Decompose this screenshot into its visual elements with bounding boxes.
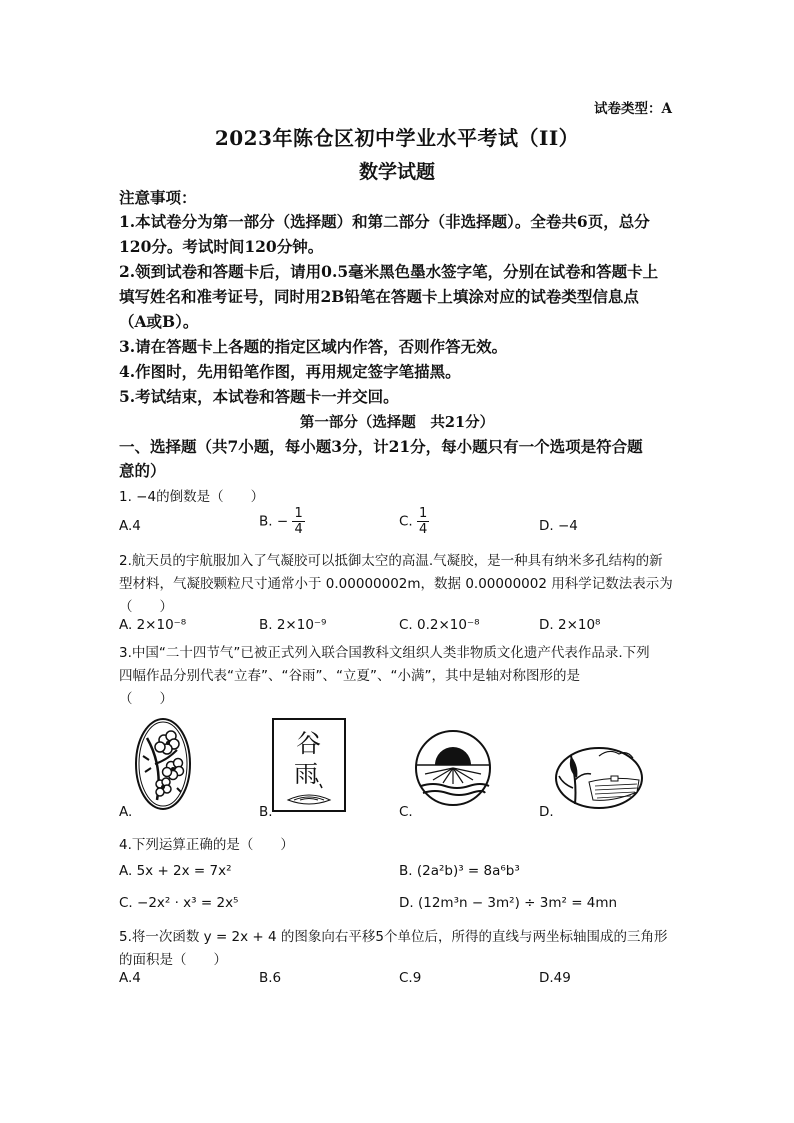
fraction bbox=[292, 506, 304, 537]
option-c-prefix: C. bbox=[399, 513, 413, 530]
question-stem: （ ） bbox=[119, 691, 173, 707]
fraction-denominator: 4 bbox=[419, 522, 428, 537]
part-title: 第一部分（选择题 共21分） bbox=[299, 414, 495, 431]
option-d: D. 2×10⁸ bbox=[539, 617, 601, 633]
guyu-text-bottom: 雨 bbox=[294, 760, 318, 788]
notes-heading: 注意事项： bbox=[119, 188, 197, 207]
option-b: B. 2×10⁻⁹ bbox=[259, 617, 327, 633]
note-line: 填写姓名和准考证号，同时用2B铅笔在答题卡上填涂对应的试卷类型信息点 bbox=[119, 287, 639, 306]
guyu-text-top: 谷 bbox=[296, 729, 322, 758]
question-stem: 5.将一次函数 y = 2x + 4 的图象向右平移5个单位后，所得的直线与两坐标轴围成的三角形 bbox=[119, 929, 668, 945]
note-line: 3.请在答题卡上各题的指定区域内作答，否则作答无效。 bbox=[119, 337, 508, 356]
question-stem: 4.下列运算正确的是（ ） bbox=[119, 837, 294, 853]
note-line: 120分。考试时间120分钟。 bbox=[119, 237, 324, 256]
page-subtitle: 数学试题 bbox=[358, 161, 435, 183]
paper-type: 试卷类型：A bbox=[594, 101, 672, 117]
option-a: A.4 bbox=[119, 518, 141, 534]
fraction-denominator: 4 bbox=[294, 522, 303, 537]
option-b: B. bbox=[259, 804, 273, 820]
option-c bbox=[399, 506, 429, 537]
section-heading: 意的） bbox=[119, 461, 166, 480]
question-stem: （ ） bbox=[119, 599, 173, 615]
option-c: C.9 bbox=[399, 970, 422, 986]
question-stem: 2.航天员的宇航服加入了气凝胶可以抵御太空的高温.气凝胶，是一种具有纳米多孔结构的新 bbox=[119, 553, 663, 569]
note-line: 1.本试卷分为第一部分（选择题）和第二部分（非选择题）。全卷共6页，总分 bbox=[119, 212, 650, 231]
option-d: D.49 bbox=[539, 970, 571, 986]
option-c: C. bbox=[399, 804, 413, 820]
option-d: D. (12m³n − 3m²) ÷ 3m² = 4mn bbox=[399, 895, 618, 911]
note-line: 2.领到试卷和答题卡后，请用0.5毫米黑色墨水签字笔，分别在试卷和答题卡上 bbox=[119, 262, 659, 281]
note-line: 4.作图时，先用铅笔作图，再用规定签字笔描黑。 bbox=[119, 362, 461, 381]
note-line: （A或B）。 bbox=[119, 312, 199, 331]
option-d: D. −4 bbox=[539, 518, 578, 534]
option-a: A. 5x + 2x = 7x² bbox=[119, 863, 232, 879]
xiaoman-wheat-image bbox=[553, 742, 645, 810]
option-a: A. 2×10⁻⁸ bbox=[119, 617, 187, 633]
option-a: A.4 bbox=[119, 970, 141, 986]
fraction-numerator: 1 bbox=[419, 506, 428, 521]
option-d: D. bbox=[539, 804, 554, 820]
option-b-prefix: B. − bbox=[259, 513, 289, 530]
option-b bbox=[259, 506, 305, 537]
fraction bbox=[417, 506, 429, 537]
lichun-flower-image bbox=[133, 716, 193, 812]
option-c: C. 0.2×10⁻⁸ bbox=[399, 617, 480, 633]
option-c: C. −2x² · x³ = 2x⁵ bbox=[119, 895, 239, 911]
option-a: A. bbox=[119, 804, 133, 820]
section-heading: 一、选择题（共7小题，每小题3分，计21分，每小题只有一个选项是符合题 bbox=[119, 437, 643, 456]
option-b: B.6 bbox=[259, 970, 282, 986]
fraction-numerator: 1 bbox=[294, 506, 303, 521]
question-stem: 四幅作品分别代表“立春”、“谷雨”、“立夏”、“小满”，其中是轴对称图形的是 bbox=[119, 668, 580, 684]
note-line: 5.考试结束，本试卷和答题卡一并交回。 bbox=[119, 387, 399, 406]
question-stem: 1. −4的倒数是（ ） bbox=[119, 489, 265, 505]
page-title: 2023年陈仓区初中学业水平考试（II） bbox=[214, 126, 580, 150]
question-stem: 型材料，气凝胶颗粒尺寸通常小于 0.00000002m，数据 0.00000002 用科学记数法表示为 bbox=[119, 576, 673, 592]
question-stem: 的面积是（ ） bbox=[119, 952, 227, 968]
lixia-sun-image bbox=[413, 728, 493, 808]
question-stem: 3.中国“二十四节气”已被正式列入联合国教科文组织人类非物质文化遗产代表作品录.下列 bbox=[119, 645, 650, 661]
option-b: B. (2a²b)³ = 8a⁶b³ bbox=[399, 863, 520, 879]
